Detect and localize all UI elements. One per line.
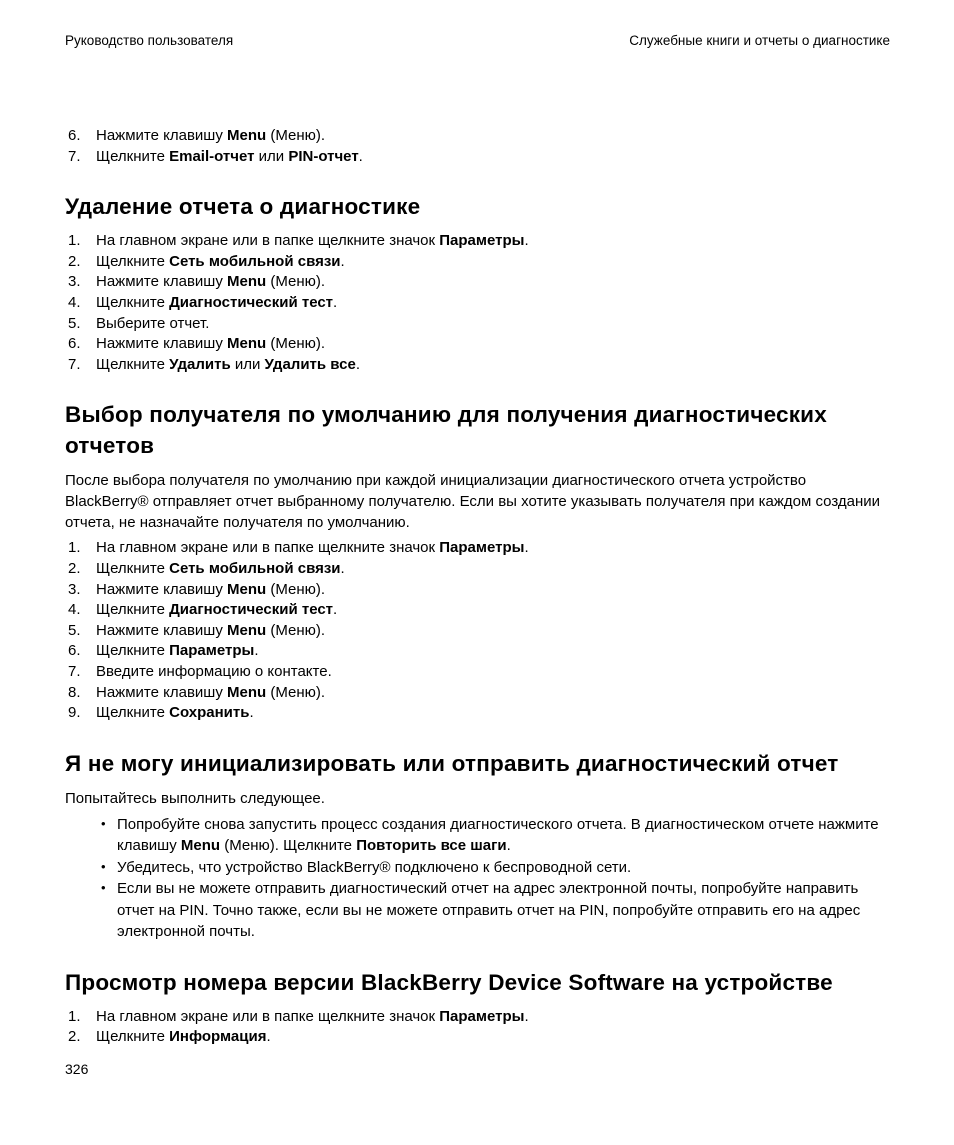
text-run: Нажмите клавишу [96, 127, 227, 144]
text-run: Щелкните [96, 355, 170, 373]
emphasized-term: Информация [169, 1028, 267, 1046]
text-run: Выберите отчет. [96, 314, 210, 332]
text-run: На главном экране или в папке щелкните значок [96, 539, 440, 557]
text-run: (Меню). [266, 273, 326, 291]
numbered-step [65, 662, 892, 683]
text-run: На главном экране или в папке щелкните значок [96, 232, 440, 250]
text-run: Щелкните [96, 252, 170, 270]
send-report-steps-continued [65, 126, 892, 167]
numbered-step [65, 641, 892, 662]
text-run: Нажмите клавишу [96, 621, 227, 639]
numbered-step [65, 1027, 892, 1048]
emphasized-term: Параметры [439, 232, 525, 250]
heading-cannot-send-report: Я не могу инициализировать или отправить диагностический отчет [65, 750, 839, 776]
text-run: После выбора получателя по умолчанию при каждой инициализации диагностического отчета устройство BlackBerry® отправляет отчет выбранному получателю. Если вы хотите указывать получателя при каждом создании отчета, не назначайте получателя по умолчанию. [65, 472, 881, 532]
numbered-step [65, 703, 892, 724]
text-run: или [230, 355, 265, 373]
delete-report-steps [65, 231, 892, 375]
bullet-item [65, 878, 892, 943]
text-run: . [249, 704, 254, 722]
text-run: . [266, 1028, 271, 1046]
numbered-step [65, 252, 892, 273]
text-run: . [333, 293, 338, 311]
text-run: (Меню). [266, 683, 326, 701]
text-run: . [355, 355, 360, 373]
numbered-step [65, 621, 892, 642]
numbered-step [65, 126, 892, 147]
default-recipient-intro [65, 470, 892, 533]
text-run: Щелкните [96, 601, 170, 619]
numbered-step [65, 538, 892, 559]
bullet-item [65, 857, 892, 879]
emphasized-term: Параметры [439, 1007, 525, 1025]
text-run: Щелкните [96, 147, 170, 165]
text-run: . [333, 601, 338, 619]
text-run: (Меню). [266, 335, 326, 353]
text-run: Щелкните [96, 559, 170, 577]
text-run: . [506, 837, 511, 855]
text-run: или [254, 147, 289, 165]
heading-default-recipient: Выбор получателя по умолчанию для получения диагностических отчетов [65, 402, 827, 459]
numbered-step [65, 334, 892, 355]
emphasized-term: Параметры [169, 642, 255, 660]
emphasized-term: Удалить [169, 355, 231, 373]
cannot-send-intro [65, 788, 892, 809]
emphasized-term: Menu [227, 621, 267, 639]
text-run: Нажмите клавишу [96, 683, 227, 701]
numbered-step [65, 231, 892, 252]
text-run: Нажмите клавишу [96, 580, 227, 598]
text-run: (Меню). [266, 621, 326, 639]
cannot-send-suggestions [65, 814, 892, 943]
text-run: . [524, 232, 529, 250]
text-run: Введите информацию о контакте. [96, 662, 332, 680]
emphasized-term: Menu [227, 683, 267, 701]
emphasized-term: Menu [180, 837, 221, 855]
text-run: Щелкните [96, 1028, 170, 1046]
view-software-version-steps [65, 1007, 892, 1048]
text-run: . [358, 147, 363, 165]
emphasized-term: Удалить все [264, 355, 356, 373]
emphasized-term: Диагностический тест [169, 293, 334, 311]
running-header [65, 33, 890, 49]
page-number: 326 [65, 1061, 89, 1077]
emphasized-term: Сеть мобильной связи [169, 252, 341, 270]
emphasized-term: PIN-отчет [288, 147, 359, 165]
emphasized-term: Сохранить [169, 704, 250, 722]
text-run: (Меню). Щелкните [220, 837, 357, 855]
numbered-step [65, 683, 892, 704]
emphasized-term: Повторить все шаги [356, 837, 507, 855]
emphasized-term: Menu [227, 127, 267, 144]
text-run: Нажмите клавишу [96, 335, 227, 353]
numbered-step [65, 600, 892, 621]
emphasized-term: Параметры [439, 539, 525, 557]
numbered-step [65, 272, 892, 293]
document-content [65, 126, 892, 1054]
text-run: . [340, 252, 345, 270]
text-run: Убедитесь, что устройство BlackBerry® подключено к беспроводной сети. [117, 858, 632, 876]
numbered-step [65, 147, 892, 168]
text-run: Попытайтесь выполнить следующее. [65, 789, 325, 807]
emphasized-term: Сеть мобильной связи [169, 559, 341, 577]
text-run: . [340, 559, 345, 577]
numbered-step [65, 559, 892, 580]
text-run: (Меню). [266, 127, 326, 144]
text-run: Нажмите клавишу [96, 273, 227, 291]
numbered-step [65, 355, 892, 376]
numbered-step [65, 1007, 892, 1028]
default-recipient-steps [65, 538, 892, 723]
emphasized-term: Диагностический тест [169, 601, 334, 619]
numbered-step [65, 580, 892, 601]
heading-view-software-version: Просмотр номера версии BlackBerry Device Software на устройстве [65, 969, 833, 995]
text-run: На главном экране или в папке щелкните значок [96, 1007, 440, 1025]
emphasized-term: Email-отчет [169, 147, 255, 165]
numbered-step [65, 293, 892, 314]
text-run: . [524, 539, 529, 557]
emphasized-term: Menu [227, 580, 267, 598]
heading-delete-diagnostic-report: Удаление отчета о диагностике [65, 194, 421, 220]
header-left-title: Руководство пользователя [65, 33, 234, 48]
emphasized-term: Menu [227, 335, 267, 353]
text-run: (Меню). [266, 580, 326, 598]
text-run: . [254, 642, 259, 660]
text-run: Щелкните [96, 642, 170, 660]
numbered-step [65, 314, 892, 335]
header-right-chapter: Служебные книги и отчеты о диагностике [629, 33, 890, 48]
emphasized-term: Menu [227, 273, 267, 291]
text-run: Щелкните [96, 704, 170, 722]
bullet-item [65, 814, 892, 857]
text-run: Если вы не можете отправить диагностический отчет на адрес электронной почты, попробуйте направить отчет на PIN. Точно также, если вы не можете отправить отчет на PIN, попробуйте отправить его на адрес электронной почты. [117, 880, 861, 941]
text-run: Щелкните [96, 293, 170, 311]
text-run: . [524, 1007, 529, 1025]
text-run: Попробуйте снова запустить процесс создания диагностического отчета. В диагностическом отчете нажмите клавишу [117, 815, 879, 855]
